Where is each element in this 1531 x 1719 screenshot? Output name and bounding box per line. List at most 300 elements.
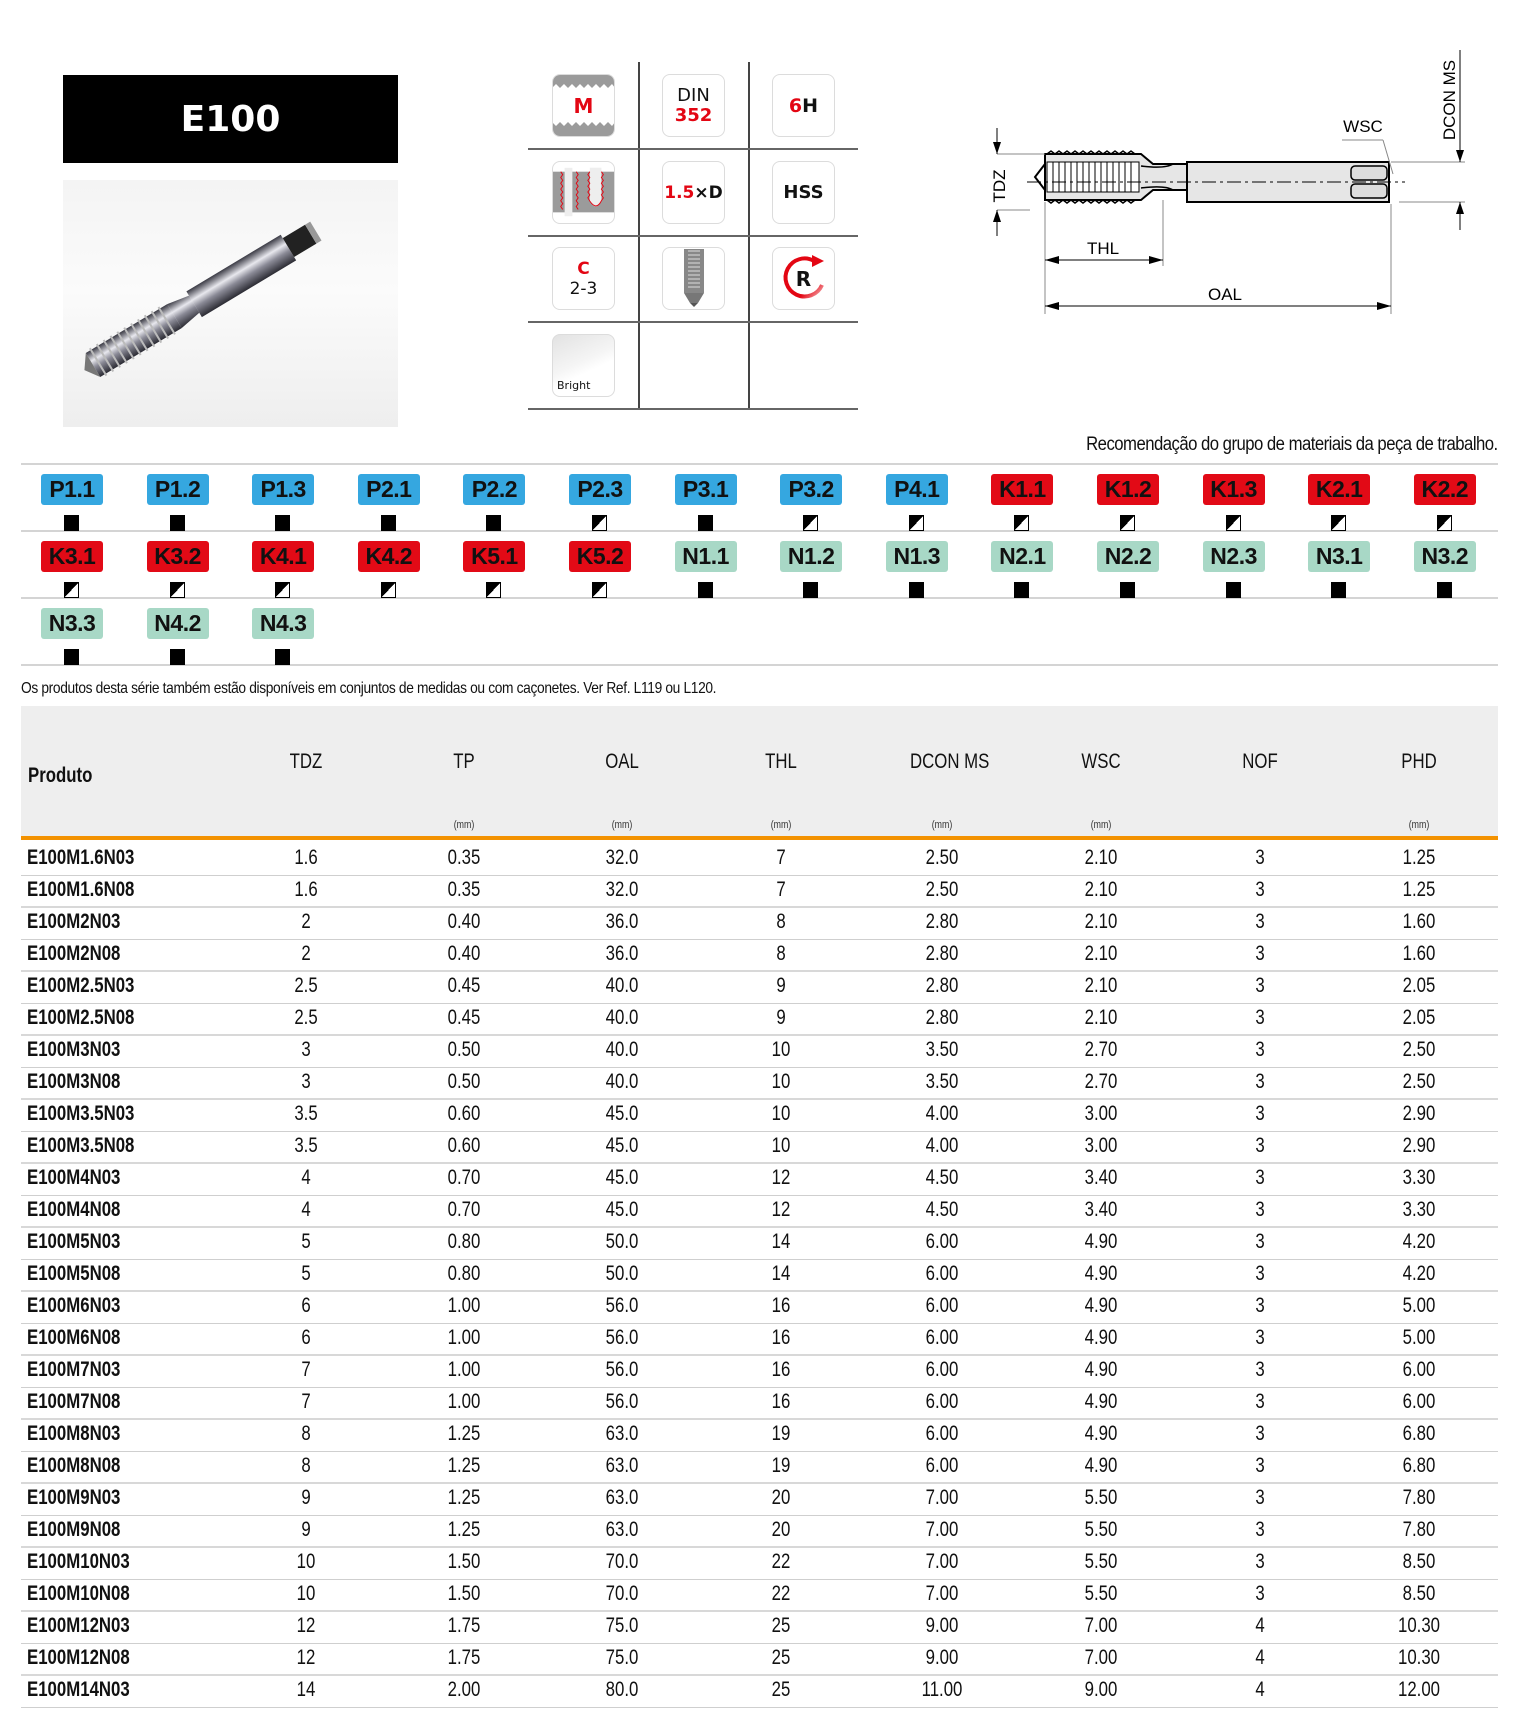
cell-oal: 63.0 [605,1454,639,1477]
cell-dcon: 2.80 [925,910,959,933]
standard-name: DIN [677,84,710,106]
material-group-p1-2 [147,474,217,530]
material-badge: N4.2 [147,608,209,639]
material-group-n3-1 [1308,541,1378,597]
column-header-thl: THL [765,750,797,773]
material-badge: N1.2 [780,541,842,572]
cell-tdz: 5 [301,1230,311,1253]
recommended-mark-icon [1437,582,1452,598]
depth-number: 1.5 [664,182,695,203]
material-group-k2-2 [1414,474,1484,530]
cell-thl: 16 [771,1390,791,1413]
cell-tdz: 1.6 [294,846,318,869]
cell-dcon: 2.50 [925,878,959,901]
material-group-k2-1 [1308,474,1378,530]
cell-tdz: 4 [301,1198,311,1221]
cell-produto: E100M12N03 [27,1614,130,1637]
table-header [21,706,1498,840]
cell-phd: 6.00 [1402,1390,1436,1413]
material-badge: P2.1 [358,474,420,505]
material-badge: N2.1 [991,541,1053,572]
cell-tdz: 9 [301,1518,311,1541]
material-group-p3-1 [675,474,745,530]
material-hss-icon [772,161,835,224]
material-group-n2-1 [991,541,1061,597]
material-badge: K2.2 [1414,474,1476,505]
cell-tdz: 6 [301,1326,311,1349]
cell-tdz: 1.6 [294,878,318,901]
material-group-p4-1 [886,474,956,530]
cell-oal: 50.0 [605,1230,639,1253]
cell-tp: 1.00 [447,1358,481,1381]
cell-dcon: 4.50 [925,1166,959,1189]
recommended-mark-icon [64,649,79,665]
cell-thl: 9 [776,974,786,997]
material-group-k4-1 [252,541,322,597]
suitable-mark-icon [486,582,501,598]
material-group-k1-3 [1203,474,1273,530]
oal-label: OAL [1207,285,1243,304]
cell-oal: 75.0 [605,1614,639,1637]
cell-oal: 36.0 [605,910,639,933]
cell-dcon: 6.00 [925,1454,959,1477]
cell-tp: 1.75 [447,1614,481,1637]
cell-thl: 9 [776,1006,786,1029]
cell-oal: 40.0 [605,1038,639,1061]
table-row [21,908,1498,940]
cell-phd: 8.50 [1402,1582,1436,1605]
material-group-p3-2 [780,474,850,530]
product-title-text: E100 [180,98,281,140]
column-header-oal: OAL [605,750,639,773]
cell-nof: 3 [1255,1454,1265,1477]
column-unit-tp: (mm) [453,819,475,831]
cell-wsc: 4.90 [1084,1294,1118,1317]
cell-phd: 2.90 [1402,1102,1436,1125]
cell-wsc: 2.10 [1084,942,1118,965]
recommended-mark-icon [1226,582,1241,598]
cell-produto: E100M3.5N08 [27,1134,135,1157]
table-row [21,1452,1498,1484]
recommended-mark-icon [170,649,185,665]
cell-produto: E100M3.5N03 [27,1102,135,1125]
cell-tdz: 2.5 [294,974,318,997]
cell-wsc: 2.70 [1084,1038,1118,1061]
cell-wsc: 3.00 [1084,1102,1118,1125]
cell-nof: 3 [1255,1166,1265,1189]
cell-thl: 12 [771,1166,791,1189]
cell-wsc: 4.90 [1084,1358,1118,1381]
cell-wsc: 5.50 [1084,1550,1118,1573]
suitable-mark-icon [275,582,290,598]
suitable-mark-icon [64,582,79,598]
cell-nof: 3 [1255,1486,1265,1509]
material-badge: K4.2 [358,541,420,572]
cell-thl: 8 [776,942,786,965]
materials-caption: Recomendação do grupo de materiais da peça de trabalho. [1086,434,1498,455]
cell-phd: 4.20 [1402,1262,1436,1285]
cell-produto: E100M10N08 [27,1582,130,1605]
column-unit-wsc: (mm) [1090,819,1112,831]
technical-drawing [975,44,1531,334]
recommended-mark-icon [486,515,501,531]
cell-nof: 3 [1255,1070,1265,1093]
cell-oal: 56.0 [605,1326,639,1349]
cell-oal: 45.0 [605,1102,639,1125]
suitable-mark-icon [1226,515,1241,531]
table-row [21,1228,1498,1260]
cell-wsc: 5.50 [1084,1518,1118,1541]
cell-tp: 0.40 [447,942,481,965]
cell-nof: 3 [1255,974,1265,997]
cell-phd: 2.05 [1402,974,1436,997]
table-row [21,1036,1498,1068]
recommended-mark-icon [1120,582,1135,598]
cell-tdz: 2 [301,942,311,965]
materials-divider [21,463,1498,465]
grid-divider [528,408,858,410]
cell-tdz: 3 [301,1070,311,1093]
column-header-tdz: TDZ [289,750,323,773]
thl-label: THL [1086,239,1120,258]
cell-tdz: 14 [296,1678,316,1701]
table-row [21,1324,1498,1356]
suitable-mark-icon [909,515,924,531]
table-row [21,1388,1498,1420]
cell-tp: 0.60 [447,1134,481,1157]
material-group-k3-2 [147,541,217,597]
cell-tp: 1.25 [447,1518,481,1541]
cell-nof: 3 [1255,1262,1265,1285]
table-row [21,1516,1498,1548]
tolerance-letter: H [802,94,819,117]
cell-tdz: 7 [301,1358,311,1381]
cell-dcon: 11.00 [921,1678,963,1701]
cell-produto: E100M3N08 [27,1070,121,1093]
cell-dcon: 4.00 [925,1102,959,1125]
cell-nof: 4 [1255,1614,1265,1637]
table-row [21,1548,1498,1580]
cell-wsc: 3.00 [1084,1134,1118,1157]
cell-phd: 7.80 [1402,1486,1436,1509]
cell-oal: 40.0 [605,1006,639,1029]
cell-phd: 3.30 [1402,1166,1436,1189]
grid-divider [528,321,858,323]
cell-tp: 1.25 [447,1422,481,1445]
cell-tdz: 3 [301,1038,311,1061]
materials-divider [21,530,1498,532]
cell-phd: 7.80 [1402,1518,1436,1541]
cell-wsc: 9.00 [1084,1678,1118,1701]
cell-phd: 4.20 [1402,1230,1436,1253]
cell-tp: 0.35 [447,878,481,901]
cell-oal: 70.0 [605,1582,639,1605]
table-row [21,1644,1498,1676]
cell-oal: 40.0 [605,974,639,997]
cell-phd: 8.50 [1402,1550,1436,1573]
cell-oal: 40.0 [605,1070,639,1093]
material-group-n2-2 [1097,541,1167,597]
material-badge: K5.2 [569,541,631,572]
material-group-k1-1 [991,474,1061,530]
recommended-mark-icon [275,649,290,665]
material-badge: P4.1 [886,474,948,505]
table-row [21,876,1498,908]
cell-phd: 2.50 [1402,1070,1436,1093]
material-badge: P2.2 [463,474,525,505]
cell-produto: E100M7N08 [27,1390,121,1413]
cell-nof: 3 [1255,1422,1265,1445]
cell-tdz: 7 [301,1390,311,1413]
cell-dcon: 2.80 [925,974,959,997]
cell-nof: 3 [1255,1358,1265,1381]
product-title [63,75,398,163]
cell-thl: 22 [771,1582,791,1605]
cell-phd: 1.25 [1402,846,1436,869]
table-row [21,1004,1498,1036]
recommended-mark-icon [698,515,713,531]
cell-wsc: 5.50 [1084,1486,1118,1509]
material-group-n1-1 [675,541,745,597]
cell-dcon: 9.00 [925,1646,959,1669]
table-row [21,972,1498,1004]
cell-oal: 45.0 [605,1166,639,1189]
column-header-phd: PHD [1401,750,1437,773]
cell-phd: 10.30 [1397,1614,1441,1637]
cell-thl: 12 [771,1198,791,1221]
cell-produto: E100M8N03 [27,1422,121,1445]
recommended-mark-icon [698,582,713,598]
cell-tdz: 10 [296,1550,316,1573]
tap-photo-illustration [63,180,398,427]
cell-dcon: 3.50 [925,1070,959,1093]
cell-produto: E100M2N08 [27,942,121,965]
cell-tdz: 4 [301,1166,311,1189]
materials-divider [21,597,1498,599]
cell-tdz: 3.5 [294,1102,318,1125]
cell-tp: 1.00 [447,1294,481,1317]
material-badge: K4.1 [252,541,314,572]
product-table-body [21,844,1498,1708]
metric-thread-icon [552,74,615,137]
wsc-label: WSC [1343,117,1383,136]
material-badge: N1.3 [886,541,948,572]
material-group-k3-1 [41,541,111,597]
cell-oal: 36.0 [605,942,639,965]
cell-tp: 0.50 [447,1070,481,1093]
table-row [21,1100,1498,1132]
cell-wsc: 2.10 [1084,878,1118,901]
flute-type-icon [662,247,725,310]
table-row [21,1484,1498,1516]
cell-dcon: 7.00 [925,1486,959,1509]
cell-tp: 1.75 [447,1646,481,1669]
grid-divider [528,148,858,150]
cell-dcon: 9.00 [925,1614,959,1637]
cell-wsc: 3.40 [1084,1198,1118,1221]
product-photo [63,180,398,427]
straight-flute-tap-icon [674,249,714,309]
column-header-dcon: DCON MS [910,750,990,773]
suitable-mark-icon [803,515,818,531]
material-badge: N2.2 [1097,541,1159,572]
column-header-nof: NOF [1242,750,1278,773]
cell-dcon: 6.00 [925,1390,959,1413]
cell-wsc: 2.10 [1084,974,1118,997]
table-row [21,940,1498,972]
material-group-n4-2 [147,608,217,664]
cell-nof: 3 [1255,910,1265,933]
material-group-k4-2 [358,541,428,597]
cell-phd: 2.90 [1402,1134,1436,1157]
cell-dcon: 2.50 [925,846,959,869]
tolerance-icon [772,74,835,137]
thread-form-label: M [573,93,594,118]
cell-tp: 0.70 [447,1198,481,1221]
cell-tdz: 12 [296,1614,316,1637]
cell-thl: 10 [771,1102,791,1125]
cell-dcon: 2.80 [925,1006,959,1029]
column-unit-thl: (mm) [770,819,792,831]
cell-tdz: 2 [301,910,311,933]
material-badge: P1.2 [147,474,209,505]
cell-nof: 3 [1255,878,1265,901]
cell-oal: 32.0 [605,846,639,869]
column-header-produto: Produto [28,764,93,787]
material-badge: N2.3 [1203,541,1265,572]
cell-produto: E100M2N03 [27,910,121,933]
cell-tp: 0.70 [447,1166,481,1189]
cell-phd: 1.25 [1402,878,1436,901]
material-badge: K5.1 [463,541,525,572]
cell-tp: 0.80 [447,1262,481,1285]
cell-wsc: 2.10 [1084,910,1118,933]
cell-thl: 25 [771,1678,791,1701]
cell-wsc: 2.10 [1084,846,1118,869]
cell-produto: E100M5N03 [27,1230,121,1253]
cell-tp: 1.00 [447,1390,481,1413]
cell-nof: 3 [1255,1294,1265,1317]
recommended-mark-icon [275,515,290,531]
cell-oal: 63.0 [605,1518,639,1541]
hole-type-icon [552,161,615,224]
tolerance-number: 6 [788,94,803,117]
cell-wsc: 2.10 [1084,1006,1118,1029]
suitable-mark-icon [170,582,185,598]
cell-phd: 12.00 [1397,1678,1441,1701]
cell-produto: E100M8N08 [27,1454,121,1477]
tdz-label: TDZ [990,169,1009,203]
cell-tp: 1.50 [447,1550,481,1573]
cell-tp: 0.45 [447,1006,481,1029]
cell-wsc: 7.00 [1084,1614,1118,1637]
table-row [21,1196,1498,1228]
cell-produto: E100M3N03 [27,1038,121,1061]
cell-oal: 63.0 [605,1422,639,1445]
material-badge: K2.1 [1308,474,1370,505]
recommended-mark-icon [1014,582,1029,598]
cell-tp: 1.25 [447,1454,481,1477]
cell-tp: 1.25 [447,1486,481,1509]
cell-wsc: 3.40 [1084,1166,1118,1189]
cell-produto: E100M1.6N03 [27,846,135,869]
depth-suffix: ×D [694,182,723,203]
column-unit-oal: (mm) [611,819,633,831]
cell-produto: E100M6N03 [27,1294,121,1317]
cell-tdz: 5 [301,1262,311,1285]
cell-thl: 16 [771,1294,791,1317]
material-badge: P3.1 [675,474,737,505]
cell-thl: 20 [771,1518,791,1541]
cell-oal: 70.0 [605,1550,639,1573]
table-row [21,1292,1498,1324]
cell-thl: 19 [771,1454,791,1477]
cell-thl: 10 [771,1070,791,1093]
cell-phd: 6.80 [1402,1454,1436,1477]
cell-phd: 5.00 [1402,1326,1436,1349]
cell-produto: E100M9N03 [27,1486,121,1509]
cell-dcon: 6.00 [925,1422,959,1445]
cell-produto: E100M6N08 [27,1326,121,1349]
coating-label: Bright [557,379,591,392]
cell-oal: 63.0 [605,1486,639,1509]
cell-produto: E100M14N03 [27,1678,130,1701]
cell-thl: 7 [776,846,786,869]
material-group-n1-2 [780,541,850,597]
cell-phd: 2.05 [1402,1006,1436,1029]
column-header-wsc: WSC [1081,750,1121,773]
cell-phd: 10.30 [1397,1646,1441,1669]
suitable-mark-icon [381,582,396,598]
cell-nof: 3 [1255,1326,1265,1349]
cell-thl: 16 [771,1326,791,1349]
cell-wsc: 4.90 [1084,1422,1118,1445]
cell-produto: E100M12N08 [27,1646,130,1669]
tool-material-label: HSS [783,182,824,203]
cell-produto: E100M2.5N03 [27,974,135,997]
cell-oal: 45.0 [605,1198,639,1221]
cell-tp: 0.35 [447,846,481,869]
material-badge: K3.2 [147,541,209,572]
cell-thl: 10 [771,1134,791,1157]
chamfer-letter: C [577,258,590,279]
cell-produto: E100M1.6N08 [27,878,135,901]
material-group-k5-2 [569,541,639,597]
cell-dcon: 4.00 [925,1134,959,1157]
cell-produto: E100M7N03 [27,1358,121,1381]
table-row [21,1676,1498,1708]
cell-nof: 3 [1255,1006,1265,1029]
column-header-tp: TP [453,750,475,773]
material-badge: P2.3 [569,474,631,505]
cell-oal: 50.0 [605,1262,639,1285]
column-unit-phd: (mm) [1408,819,1430,831]
cell-thl: 8 [776,910,786,933]
cell-wsc: 4.90 [1084,1390,1118,1413]
availability-note: Os produtos desta série também estão disponíveis em conjuntos de medidas ou com caçonetes. Ver Ref. L119 ou L120. [21,680,717,697]
cell-tp: 0.60 [447,1102,481,1125]
cell-thl: 16 [771,1358,791,1381]
thread-depth-icon [662,161,725,224]
cell-thl: 25 [771,1646,791,1669]
cell-dcon: 6.00 [925,1326,959,1349]
cell-tp: 0.45 [447,974,481,997]
material-group-n3-2 [1414,541,1484,597]
material-group-n4-3 [252,608,322,664]
chamfer-value: 2-3 [569,278,598,299]
cell-produto: E100M4N08 [27,1198,121,1221]
table-row [21,1068,1498,1100]
